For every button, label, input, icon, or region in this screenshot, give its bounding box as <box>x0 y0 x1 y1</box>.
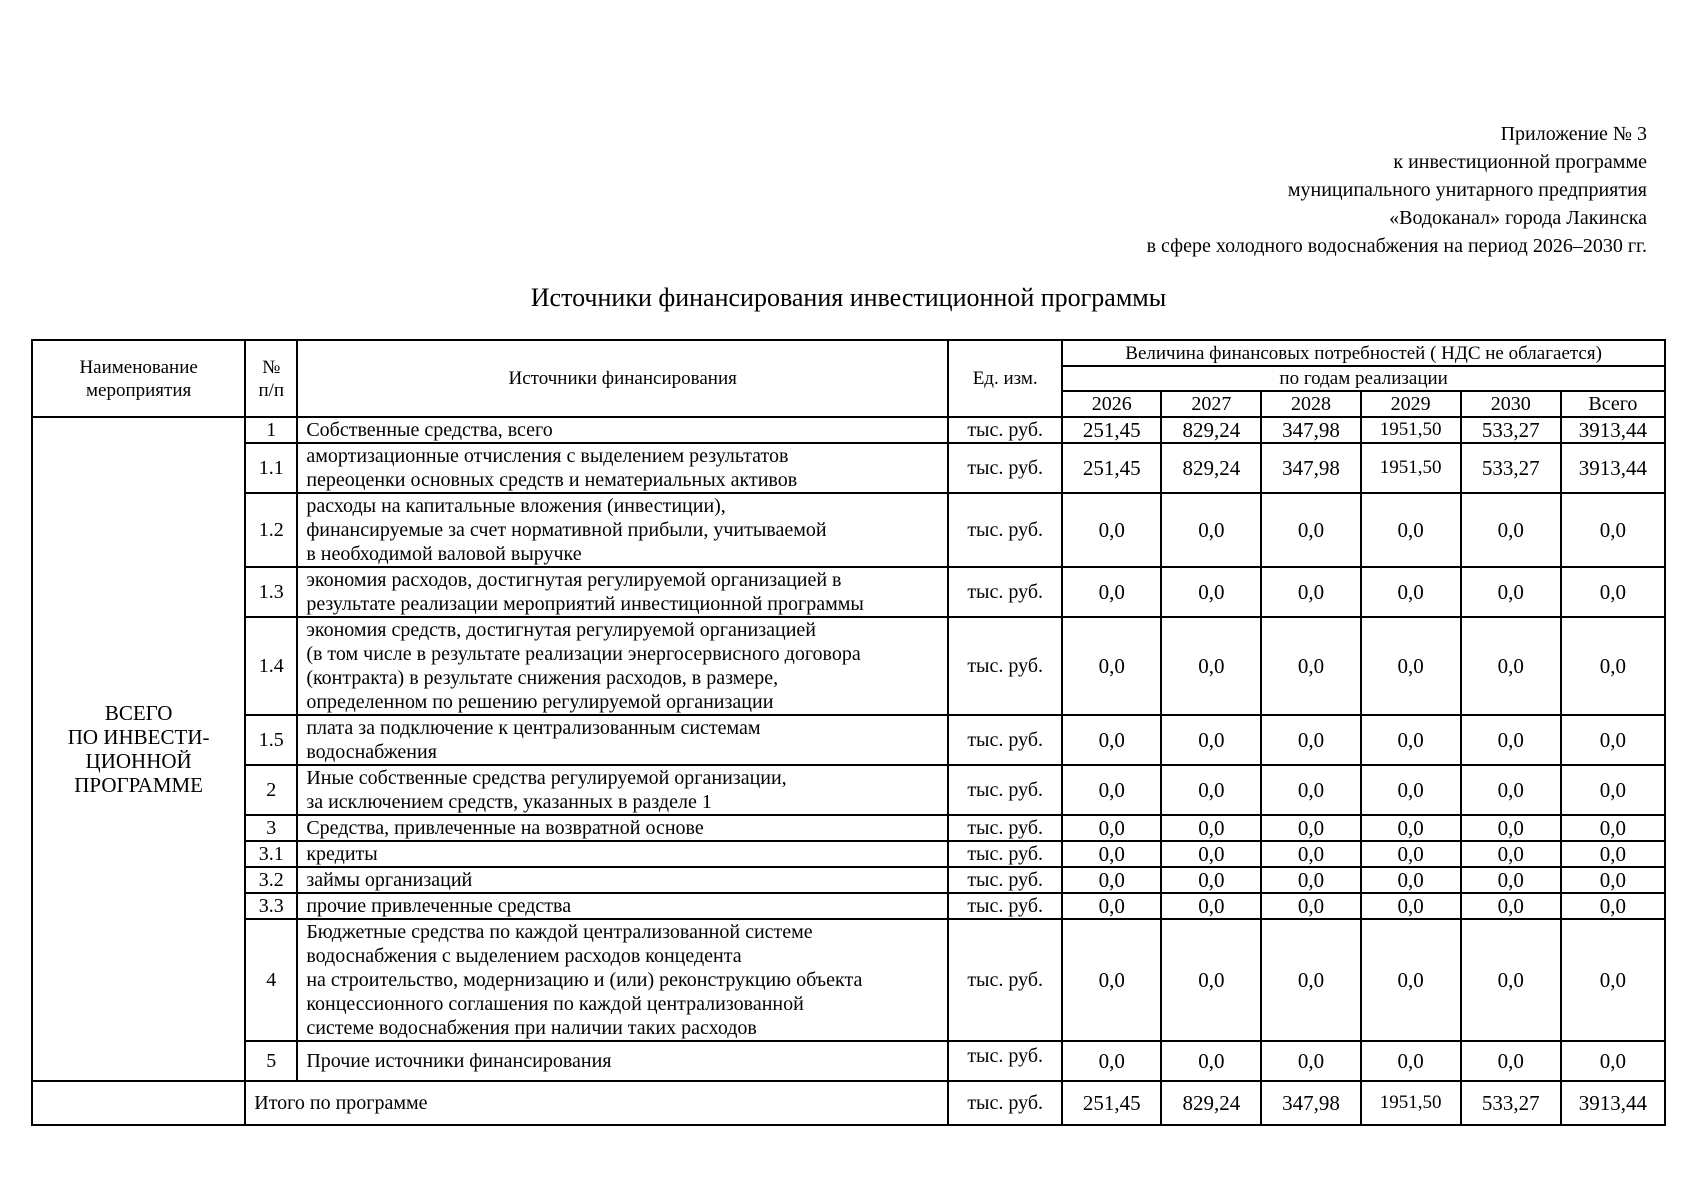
row-unit: тыс. руб. <box>948 867 1062 893</box>
group-label-line: ЦИОННОЙ <box>85 749 192 773</box>
row-value: 0,0 <box>1361 919 1461 1041</box>
header-needs: Величина финансовых потребностей ( НДС не облагается) <box>1062 340 1665 366</box>
header-year: 2026 <box>1062 391 1161 417</box>
source-line: плата за подключение к централизованным системам <box>306 717 761 739</box>
row-value: 0,0 <box>1561 893 1665 919</box>
row-value: 0,0 <box>1561 919 1665 1041</box>
row-value: 251,45 <box>1062 443 1161 493</box>
row-value: 0,0 <box>1261 765 1360 815</box>
row-value: 0,0 <box>1161 919 1261 1041</box>
row-number: 5 <box>245 1041 297 1081</box>
row-number: 1.4 <box>245 617 297 715</box>
source-line: в необходимой валовой выручке <box>306 543 582 565</box>
table-row <box>32 815 1665 841</box>
row-value: 3913,44 <box>1561 443 1665 493</box>
row-value: 0,0 <box>1361 1041 1461 1081</box>
row-value: 0,0 <box>1461 617 1561 715</box>
source-line: за исключением средств, указанных в разделе 1 <box>306 791 712 813</box>
source-line: результате реализации мероприятий инвестиционной программы <box>306 593 864 615</box>
source-line: займы организаций <box>306 869 473 891</box>
table-row <box>32 715 1665 765</box>
source-line: (в том числе в результате реализации энергосервисного договора <box>306 643 861 665</box>
source-line: системе водоснабжения при наличии таких расходов <box>306 1017 757 1039</box>
table-row <box>32 443 1665 493</box>
row-source <box>297 493 948 567</box>
row-value: 347,98 <box>1261 417 1360 443</box>
row-value: 0,0 <box>1261 815 1360 841</box>
row-number: 3 <box>245 815 297 841</box>
attachment-line: Приложение № 3 <box>1500 123 1647 145</box>
source-line: водоснабжения <box>306 741 437 763</box>
row-value: 0,0 <box>1261 493 1360 567</box>
row-value: 0,0 <box>1161 815 1261 841</box>
table-row <box>32 567 1665 617</box>
attachment-line: в сфере холодного водоснабжения на период 2026–2030 гг. <box>1146 235 1647 257</box>
header-by-years: по годам реализации <box>1062 366 1665 391</box>
row-value: 0,0 <box>1062 765 1161 815</box>
row-value: 3913,44 <box>1561 417 1665 443</box>
row-source <box>297 715 948 765</box>
financing-table <box>31 339 1666 1126</box>
row-value: 0,0 <box>1361 567 1461 617</box>
row-value: 1951,50 <box>1361 443 1461 493</box>
source-line: переоценки основных средств и нематериальных активов <box>306 469 798 491</box>
header-unit: Ед. изм. <box>948 340 1062 417</box>
header-year: 2030 <box>1461 391 1561 417</box>
total-row <box>32 1081 1665 1125</box>
total-empty-cell <box>32 1081 245 1125</box>
source-line: (контракта) в результате снижения расходов, в размере, <box>306 667 779 689</box>
row-number: 1.2 <box>245 493 297 567</box>
row-value: 0,0 <box>1561 493 1665 567</box>
row-value: 0,0 <box>1062 815 1161 841</box>
row-value: 0,0 <box>1161 617 1261 715</box>
row-value: 0,0 <box>1461 1041 1561 1081</box>
row-value: 533,27 <box>1461 417 1561 443</box>
total-value: 829,24 <box>1161 1081 1261 1125</box>
row-unit: тыс. руб. <box>948 567 1062 617</box>
row-value: 0,0 <box>1161 841 1261 867</box>
source-line: Бюджетные средства по каждой централизованной системе <box>306 921 813 943</box>
row-value: 0,0 <box>1461 919 1561 1041</box>
row-number: 1.1 <box>245 443 297 493</box>
row-value: 0,0 <box>1361 617 1461 715</box>
row-unit: тыс. руб. <box>948 443 1062 493</box>
total-value: 1951,50 <box>1361 1081 1461 1125</box>
source-line: определенном по решению регулируемой организации <box>306 691 774 713</box>
source-line: водоснабжения с выделением расходов концедента <box>306 945 742 967</box>
row-value: 0,0 <box>1062 893 1161 919</box>
row-value: 0,0 <box>1161 765 1261 815</box>
row-unit: тыс. руб. <box>948 893 1062 919</box>
table-row <box>32 765 1665 815</box>
row-source <box>297 417 948 443</box>
row-number: 4 <box>245 919 297 1041</box>
table-row <box>32 1041 1665 1081</box>
row-value: 0,0 <box>1161 867 1261 893</box>
row-number: 2 <box>245 765 297 815</box>
table-row <box>32 867 1665 893</box>
row-unit: тыс. руб. <box>948 417 1062 443</box>
header-year: Всего <box>1561 391 1665 417</box>
table-row <box>32 841 1665 867</box>
row-value: 829,24 <box>1161 443 1261 493</box>
row-value: 0,0 <box>1461 815 1561 841</box>
attachment-line: муниципального унитарного предприятия <box>1287 179 1647 201</box>
group-label-line: ПРОГРАММЕ <box>74 773 203 797</box>
row-value: 0,0 <box>1561 815 1665 841</box>
row-value: 0,0 <box>1261 567 1360 617</box>
row-value: 0,0 <box>1361 493 1461 567</box>
row-value: 0,0 <box>1361 841 1461 867</box>
row-value: 0,0 <box>1361 815 1461 841</box>
row-unit: тыс. руб. <box>948 765 1062 815</box>
row-value: 0,0 <box>1161 893 1261 919</box>
row-value: 0,0 <box>1062 567 1161 617</box>
row-value: 829,24 <box>1161 417 1261 443</box>
group-label <box>32 417 245 1081</box>
row-source <box>297 1041 948 1081</box>
header-number: № п/п <box>245 340 297 417</box>
row-unit: тыс. руб. <box>948 841 1062 867</box>
row-value: 0,0 <box>1062 867 1161 893</box>
source-line: концессионного соглашения по каждой централизованной <box>306 993 804 1015</box>
row-unit: тыс. руб. <box>948 815 1062 841</box>
row-value: 0,0 <box>1161 493 1261 567</box>
row-value: 0,0 <box>1261 867 1360 893</box>
row-number: 3.1 <box>245 841 297 867</box>
row-value: 0,0 <box>1461 765 1561 815</box>
source-line: экономия расходов, достигнутая регулируемой организацией в <box>306 569 842 591</box>
source-line: Средства, привлеченные на возвратной основе <box>306 817 704 839</box>
row-value: 0,0 <box>1062 617 1161 715</box>
row-value: 0,0 <box>1161 567 1261 617</box>
source-line: кредиты <box>306 843 378 865</box>
row-value: 0,0 <box>1461 893 1561 919</box>
row-value: 0,0 <box>1261 617 1360 715</box>
header-year: 2028 <box>1261 391 1360 417</box>
header-sources: Источники финансирования <box>297 340 948 417</box>
row-value: 0,0 <box>1062 841 1161 867</box>
row-value: 0,0 <box>1561 1041 1665 1081</box>
group-label-line: ПО ИНВЕСТИ- <box>67 725 210 749</box>
attachment-line: к инвестиционной программе <box>1393 151 1647 173</box>
row-value: 0,0 <box>1561 867 1665 893</box>
row-source <box>297 567 948 617</box>
attachment-note <box>1147 120 1647 260</box>
row-value: 0,0 <box>1062 919 1161 1041</box>
row-value: 0,0 <box>1261 1041 1360 1081</box>
row-unit: тыс. руб. <box>948 715 1062 765</box>
header-year: 2027 <box>1161 391 1261 417</box>
source-line: на строительство, модернизацию и (или) реконструкцию объекта <box>306 969 863 991</box>
header-row <box>32 340 1665 366</box>
row-source <box>297 919 948 1041</box>
row-number: 3.3 <box>245 893 297 919</box>
row-value: 0,0 <box>1461 841 1561 867</box>
row-number: 1.5 <box>245 715 297 765</box>
header-year: 2029 <box>1361 391 1461 417</box>
row-value: 0,0 <box>1361 867 1461 893</box>
row-value: 0,0 <box>1461 867 1561 893</box>
row-value: 1951,50 <box>1361 417 1461 443</box>
row-value: 0,0 <box>1062 493 1161 567</box>
row-value: 0,0 <box>1062 1041 1161 1081</box>
row-unit: тыс. руб. <box>948 919 1062 1041</box>
row-value: 533,27 <box>1461 443 1561 493</box>
table-row <box>32 893 1665 919</box>
row-value: 347,98 <box>1261 443 1360 493</box>
row-source <box>297 815 948 841</box>
table-row <box>32 617 1665 715</box>
row-unit: тыс. руб. <box>948 617 1062 715</box>
group-label-line: ВСЕГО <box>104 701 173 725</box>
row-source <box>297 617 948 715</box>
total-value: 347,98 <box>1261 1081 1360 1125</box>
attachment-line: «Водоканал» города Лакинска <box>1389 207 1647 229</box>
table-row <box>32 417 1665 443</box>
row-value: 0,0 <box>1361 765 1461 815</box>
row-source <box>297 443 948 493</box>
row-value: 0,0 <box>1261 893 1360 919</box>
row-value: 0,0 <box>1561 841 1665 867</box>
row-value: 0,0 <box>1561 765 1665 815</box>
row-value: 0,0 <box>1261 715 1360 765</box>
source-line: финансируемые за счет нормативной прибыли, учитываемой <box>306 519 827 541</box>
row-value: 251,45 <box>1062 417 1161 443</box>
row-value: 0,0 <box>1361 715 1461 765</box>
row-value: 0,0 <box>1461 567 1561 617</box>
total-unit: тыс. руб. <box>948 1081 1062 1125</box>
row-value: 0,0 <box>1361 893 1461 919</box>
source-line: Собственные средства, всего <box>306 419 553 441</box>
source-line: Прочие источники финансирования <box>306 1050 612 1072</box>
row-source <box>297 841 948 867</box>
header-name: Наименование мероприятия <box>32 340 245 417</box>
row-number: 1.3 <box>245 567 297 617</box>
row-value: 0,0 <box>1261 919 1360 1041</box>
row-number: 3.2 <box>245 867 297 893</box>
total-label: Итого по программе <box>245 1081 948 1125</box>
row-value: 0,0 <box>1561 567 1665 617</box>
total-value: 533,27 <box>1461 1081 1561 1125</box>
table-row <box>32 493 1665 567</box>
document-title: Источники финансирования инвестиционной программы <box>530 283 1167 312</box>
row-value: 0,0 <box>1062 715 1161 765</box>
source-line: экономия средств, достигнутая регулируемой организацией <box>306 619 817 641</box>
source-line: прочие привлеченные средства <box>306 895 572 917</box>
row-value: 0,0 <box>1561 715 1665 765</box>
source-line: амортизационные отчисления с выделением результатов <box>306 445 789 467</box>
row-source <box>297 893 948 919</box>
total-value: 3913,44 <box>1561 1081 1665 1125</box>
row-value: 0,0 <box>1161 715 1261 765</box>
source-line: расходы на капитальные вложения (инвестиции), <box>306 495 726 517</box>
row-value: 0,0 <box>1461 493 1561 567</box>
total-value: 251,45 <box>1062 1081 1161 1125</box>
row-source <box>297 765 948 815</box>
row-value: 0,0 <box>1461 715 1561 765</box>
row-value: 0,0 <box>1161 1041 1261 1081</box>
table-row <box>32 919 1665 1041</box>
row-unit: тыс. руб. <box>948 1041 1062 1081</box>
row-number: 1 <box>245 417 297 443</box>
source-line: Иные собственные средства регулируемой организации, <box>306 767 787 789</box>
row-source <box>297 867 948 893</box>
row-value: 0,0 <box>1261 841 1360 867</box>
row-unit: тыс. руб. <box>948 493 1062 567</box>
row-value: 0,0 <box>1561 617 1665 715</box>
